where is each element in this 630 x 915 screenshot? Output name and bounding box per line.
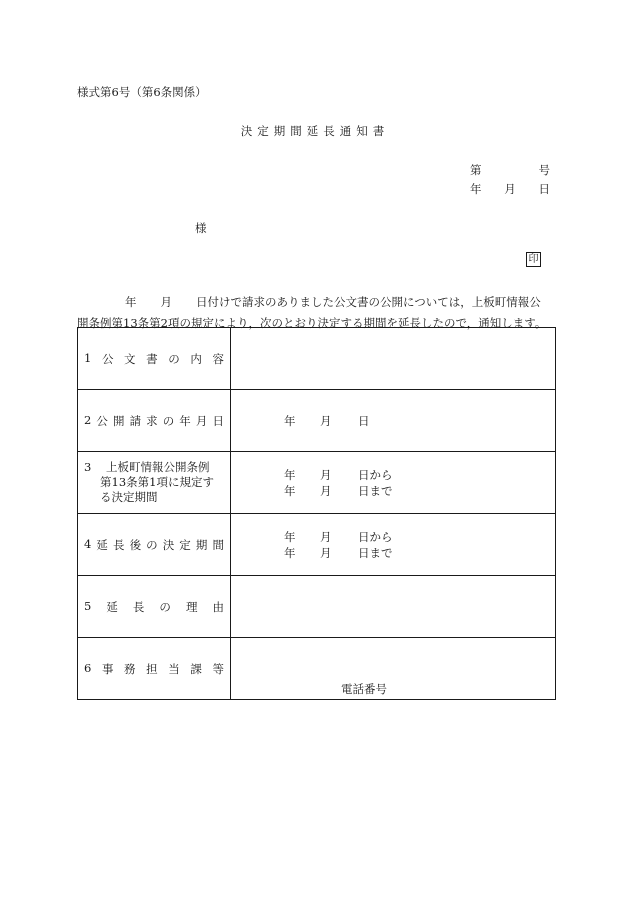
row-number: 1	[84, 350, 92, 365]
document-content-cell	[231, 328, 556, 390]
label-char: 事	[101, 661, 114, 676]
row-label	[78, 638, 231, 700]
number-suffix: 号	[538, 163, 550, 177]
request-date-cell	[231, 390, 556, 452]
label-char: 等	[212, 661, 224, 676]
row-label	[78, 514, 231, 576]
body-line-2: 開条例第13条第2項の規定により，次のとおり決定する期間を延長したので，通知します。	[77, 316, 547, 330]
label-char: 担	[146, 661, 158, 676]
document-title: 決定期間延長通知書	[240, 124, 390, 138]
label-char: 決	[162, 537, 175, 552]
label-char: 長	[132, 599, 145, 614]
table-row	[78, 390, 556, 452]
phone-number-label: 電話番号	[341, 682, 387, 696]
body-month: 月	[160, 295, 172, 309]
row-label	[78, 328, 231, 390]
label-char: の	[159, 599, 171, 614]
label-char: 書	[146, 351, 158, 366]
body-line-1-text: 日付けで請求のありました公文書の公開については，上板町情報公	[196, 295, 541, 309]
label-char: 開	[112, 413, 125, 428]
label-char: 請	[129, 413, 142, 428]
label-char: 求	[146, 413, 158, 428]
label-char: 間	[212, 537, 224, 552]
request-date	[284, 413, 555, 429]
table-row	[78, 452, 556, 514]
label-char: 務	[124, 661, 136, 676]
row-number: 5	[84, 598, 92, 613]
extended-period-cell	[231, 514, 556, 576]
label-char: 期	[195, 537, 208, 552]
body-year: 年	[125, 295, 137, 309]
label-line: 第13条第1項に規定す	[100, 475, 214, 489]
number-prefix: 第	[470, 163, 482, 177]
table-row	[78, 576, 556, 638]
label-char: の	[162, 413, 175, 428]
table-row	[78, 638, 556, 700]
responsible-section-cell	[231, 638, 556, 700]
label-char: 容	[212, 351, 224, 366]
body-line-1	[77, 292, 557, 313]
table-row	[78, 514, 556, 576]
date-month: 月	[320, 483, 332, 498]
date-day-until: 日まで	[358, 545, 393, 560]
date-month: 月	[320, 545, 332, 560]
row-label	[78, 452, 231, 514]
date-day-from: 日から	[358, 467, 393, 482]
label-char: 公	[101, 351, 114, 366]
label-char: 延	[106, 599, 118, 614]
date-year: 年	[284, 529, 296, 544]
label-char: 文	[124, 351, 136, 366]
row-label	[78, 390, 231, 452]
label-char: の	[168, 351, 180, 366]
label-char: 内	[190, 351, 202, 366]
decision-period-cell	[231, 452, 556, 514]
row-label-lines	[100, 460, 214, 505]
label-char: 課	[190, 661, 202, 676]
label-char: の	[146, 537, 158, 552]
label-char: 日	[212, 413, 224, 428]
label-char: 長	[112, 537, 125, 552]
date-year: 年	[470, 182, 482, 196]
date-month: 月	[320, 467, 332, 482]
table-row	[78, 328, 556, 390]
date-month: 月	[320, 529, 332, 544]
date-day-from: 日から	[358, 529, 393, 544]
label-char: 年	[179, 413, 191, 428]
date-day: 日	[358, 413, 370, 428]
date-year: 年	[284, 413, 296, 428]
label-line: る決定期間	[100, 490, 158, 504]
date-month: 月	[504, 182, 516, 196]
label-char: 理	[185, 599, 198, 614]
date-year: 年	[284, 467, 296, 482]
label-char: 月	[195, 413, 208, 428]
row-number: 4	[84, 536, 92, 551]
label-char: 由	[212, 599, 224, 614]
document-number-line	[470, 162, 550, 178]
form-number: 様式第6号（第6条関係）	[77, 85, 207, 99]
label-char: 定	[179, 537, 191, 552]
label-char: 後	[129, 537, 142, 552]
label-char: 公	[96, 413, 108, 428]
date-year: 年	[284, 483, 296, 498]
label-char: 当	[168, 661, 180, 676]
extension-reason-cell	[231, 576, 556, 638]
decision-period	[284, 467, 555, 499]
row-number: 3	[84, 460, 92, 474]
seal-mark: 印	[526, 252, 541, 267]
extended-period	[284, 529, 555, 561]
label-line: 上板町情報公開条例	[106, 460, 210, 474]
row-number: 6	[84, 660, 92, 675]
date-day-until: 日まで	[358, 483, 393, 498]
date-day: 日	[538, 182, 550, 196]
date-year: 年	[284, 545, 296, 560]
details-table	[77, 327, 556, 700]
label-char: 延	[96, 537, 108, 552]
row-number: 2	[84, 412, 92, 427]
addressee-suffix: 様	[195, 221, 207, 235]
document-date-line	[470, 181, 550, 197]
date-month: 月	[320, 413, 332, 428]
row-label	[78, 576, 231, 638]
